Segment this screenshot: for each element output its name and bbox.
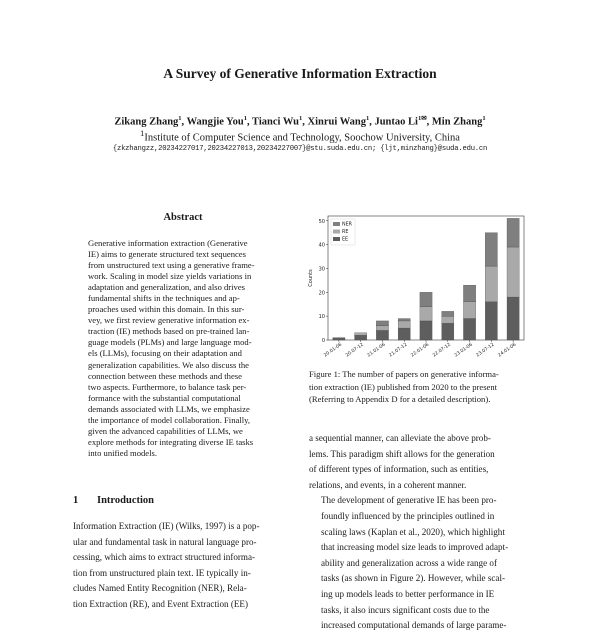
text-line: demands associated with LLMs, we emphasize xyxy=(88,403,250,414)
introduction-body xyxy=(73,519,295,613)
text-line: lems. This paradigm shift allows for the generation xyxy=(309,448,495,459)
bar-segment-re xyxy=(398,321,410,328)
text-line: two aspects. Furthermore, to balance task per- xyxy=(88,381,247,392)
right-column-body xyxy=(309,431,531,634)
abstract-body xyxy=(88,238,282,459)
figure-1 xyxy=(306,212,530,372)
y-tick-label: 0 xyxy=(321,338,325,344)
author-name: Wangjie You xyxy=(186,116,244,128)
text-line: cludes Named Entity Recognition (NER), Rela- xyxy=(73,583,247,594)
text-line: increased computational demands of large parame- xyxy=(321,620,507,631)
bar-segment-ner xyxy=(398,319,410,321)
stacked-bar-chart xyxy=(306,212,530,372)
bar-segment-ner xyxy=(507,218,519,247)
text-line: fundamental shifts in the techniques and ap- xyxy=(88,293,240,304)
text-line: vey, we first review generative information ex- xyxy=(88,315,250,326)
text-line: adaptation and generalization, and also drives xyxy=(88,282,246,293)
author-affiliation-mark: 1 xyxy=(243,115,247,122)
text-line: tasks, it also incurs significant costs due to the xyxy=(321,604,490,615)
affiliation xyxy=(0,128,600,144)
author-list: Zikang Zhang$^1$, Wangjie You$^1$, Tianci Wu$^1$, Xinrui Wang$^1$, Juntao $Li^{1✉}$, Min Zhang$^1$ xyxy=(114,115,486,128)
abstract-heading: Abstract xyxy=(163,212,203,223)
bar-segment-ee xyxy=(485,302,497,340)
legend-label-ee: EE xyxy=(342,237,349,243)
y-tick-label: 10 xyxy=(318,314,325,321)
bar-segment-re xyxy=(376,326,388,331)
text-line: ular and fundamental task in natural language pro- xyxy=(73,536,257,547)
bar-segment-ner xyxy=(463,285,475,302)
bar-segment-ee xyxy=(333,338,345,340)
bar-segment-re xyxy=(355,333,367,335)
bar-segment-ner xyxy=(485,233,497,266)
text-line: proaches used within this domain. In this sur- xyxy=(88,304,245,315)
text-line: tion from unstructured plain text. IE typically in- xyxy=(73,567,251,578)
bar-segment-re xyxy=(442,316,454,323)
author-affiliation-mark: 1 xyxy=(299,115,303,122)
x-tick-label: 24.01-06 xyxy=(497,342,518,359)
bar-segment-re xyxy=(485,266,497,302)
y-axis-label: Counts xyxy=(308,269,314,287)
author-name: Juntao Li xyxy=(374,116,418,128)
legend-swatch-ee xyxy=(333,237,340,241)
text-line: generalization capabilities. We also discuss the xyxy=(88,359,249,370)
x-tick-label: 22.07-12 xyxy=(432,342,452,359)
author-affiliation-mark: 1 xyxy=(482,115,486,122)
author-affiliation-mark: 1 xyxy=(365,115,370,122)
affiliation-mark: 1 xyxy=(140,128,145,138)
bar-segment-ee xyxy=(507,297,519,340)
affiliation-text: Institute of Computer Science and Technology, Soochow University, China xyxy=(144,132,460,144)
text-line: tasks (as shown in Figure 2). However, while scal- xyxy=(321,573,505,584)
bar-segment-ee xyxy=(463,319,475,340)
bar-segment-ee xyxy=(442,323,454,340)
bar-segment-ner xyxy=(376,321,388,326)
text-line: cessing, which aims to extract structured informa- xyxy=(73,552,256,563)
x-tick-label: 20.07-12 xyxy=(345,342,365,359)
author-name: Tianci Wu xyxy=(252,116,299,128)
bar-segment-re xyxy=(507,247,519,297)
bar-segment-re xyxy=(463,302,475,319)
text-line: scaling laws (Kaplan et al., 2020), which highlight xyxy=(321,526,505,537)
text-line: The development of generative IE has been pro- xyxy=(321,495,497,506)
y-tick-label: 30 xyxy=(318,266,325,273)
text-line: of different types of information, such as entities, xyxy=(309,464,489,475)
x-tick-label: 21.01-06 xyxy=(366,342,387,359)
text-line: Figure 1: The number of papers on generative informa- xyxy=(309,369,499,379)
text-line: formance with the substantial computational xyxy=(88,392,241,403)
legend-label-re: RE xyxy=(342,230,349,236)
x-tick-label: 22.01-06 xyxy=(410,342,431,359)
section-heading-introduction xyxy=(73,495,154,506)
author-name: Xinrui Wang xyxy=(307,116,366,128)
text-line: guage models (PLMs) and large language mod- xyxy=(88,337,252,348)
author-emails[interactable]: {zkzhangzz,20234227017,20234227013,20234227007}@stu.suda.edu.cn; {ljt,minzhang}@suda.edu.cn xyxy=(112,145,488,153)
text-line: work. Scaling in model size yields variations in xyxy=(88,271,252,282)
text-line: given the advanced capabilities of LLMs, we xyxy=(88,425,243,436)
paragraph-scaling-laws xyxy=(309,493,531,633)
text-line: foundly influenced by the principles outlined in xyxy=(321,510,495,521)
bar-segment-ee xyxy=(376,330,388,340)
legend-label-ner: NER xyxy=(342,222,352,228)
text-line: tion Extraction (RE), and Event Extraction (EE) xyxy=(73,598,248,609)
author-name: Zikang Zhang xyxy=(114,116,179,128)
text-line: connection between these methods and these xyxy=(88,370,242,381)
text-line: relations, and events, in a coherent manner. xyxy=(309,479,467,490)
text-line: that increasing model size leads to improved adapt- xyxy=(321,542,509,553)
paper-title: A Survey of Generative Information Extraction xyxy=(163,66,437,81)
text-line: tion extraction (IE) published from 2020 to the present xyxy=(309,381,498,392)
author-affiliation-mark: 1✉ xyxy=(417,115,427,122)
bar-segment-ner xyxy=(442,311,454,316)
text-line: Generative information extraction (Generative xyxy=(88,238,248,248)
text-line: explore methods for integrating diverse IE tasks xyxy=(88,436,254,447)
text-line: els (LLMs), focusing on their adaptation and xyxy=(88,348,242,359)
text-line: from unstructured text using a generative frame- xyxy=(88,260,255,271)
legend-swatch-re xyxy=(333,230,340,234)
y-tick-label: 40 xyxy=(318,242,325,249)
text-line: a sequential manner, can alleviate the above prob- xyxy=(309,433,491,443)
bar-segment-ee xyxy=(420,321,432,340)
y-tick-label: 20 xyxy=(318,290,325,297)
author-affiliation-mark: 1 xyxy=(178,115,182,122)
figure-caption xyxy=(309,368,531,406)
text-line: ing up models leads to better performance in IE xyxy=(321,588,495,599)
bar-segment-ner xyxy=(420,292,432,306)
x-tick-label: 21.07-12 xyxy=(388,342,409,359)
section-title: Introduction xyxy=(97,495,154,506)
text-line: the importance of model collaboration. Finally, xyxy=(88,414,250,425)
text-line: traction (IE) methods based on pre-trained lan- xyxy=(88,326,250,337)
x-tick-label: 20.01-06 xyxy=(323,342,344,359)
bar-segment-re xyxy=(420,307,432,321)
text-line: (Referring to Appendix D for a detailed description). xyxy=(309,394,491,405)
bar-segment-ee xyxy=(355,335,367,340)
text-line: ability and generalization across a wide range of xyxy=(321,557,497,568)
y-tick-label: 50 xyxy=(318,218,325,225)
paragraph-continued xyxy=(309,431,531,493)
bar-segment-ee xyxy=(398,328,410,340)
text-line: into unified models. xyxy=(88,447,157,458)
legend-swatch-ner xyxy=(333,222,340,226)
text-line: IE) aims to generate structured text sequences xyxy=(88,249,246,260)
x-tick-label: 23.01-06 xyxy=(453,342,474,359)
x-tick-label: 23.07-12 xyxy=(475,342,496,359)
text-line: Information Extraction (IE) (Wilks, 1997) is a pop- xyxy=(73,521,260,531)
author-name: Min Zhang xyxy=(431,116,483,128)
section-number: 1 xyxy=(73,495,79,506)
